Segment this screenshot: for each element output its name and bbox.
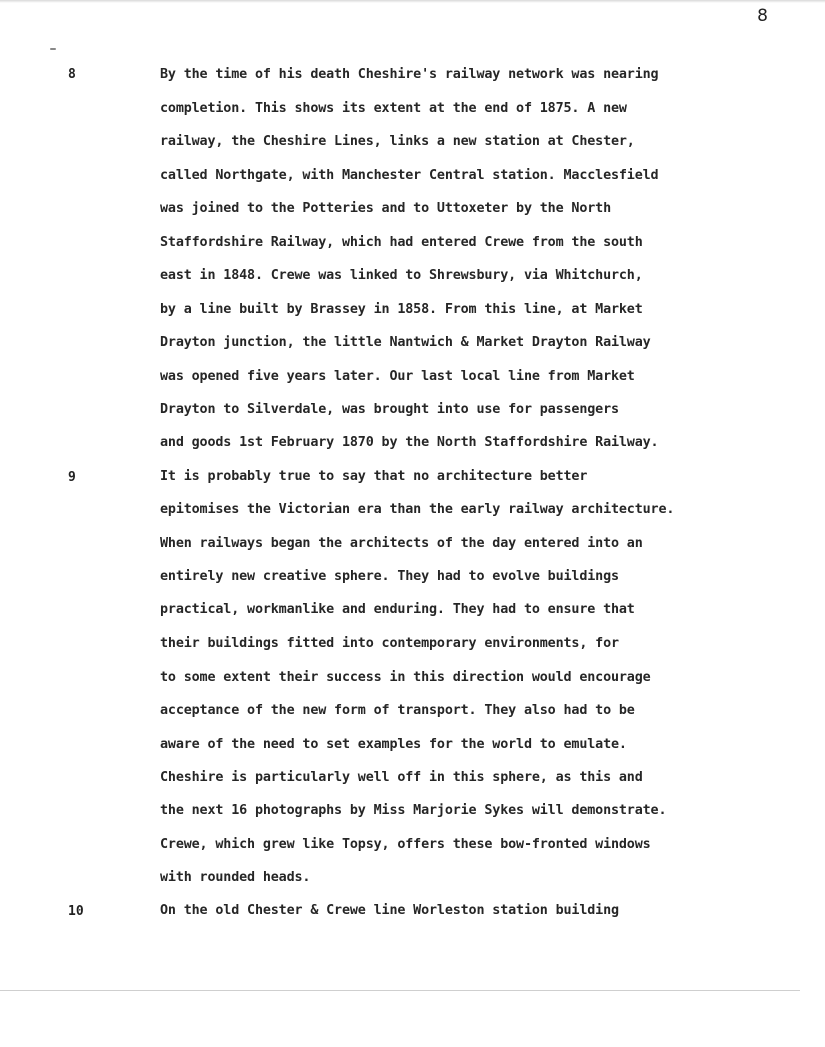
scan-top-edge: [0, 0, 825, 3]
text-line: Crewe, which grew like Topsy, offers these bow-fronted windows: [160, 837, 651, 852]
text-line: Cheshire is particularly well off in this sphere, as this and: [160, 770, 643, 785]
text-line: On the old Chester & Crewe line Worleston station building: [160, 903, 619, 918]
text-line: By the time of his death Cheshire's railway network was nearing: [160, 67, 659, 82]
text-line: was joined to the Potteries and to Uttoxeter by the North: [160, 201, 611, 216]
text-line: practical, workmanlike and enduring. They had to ensure that: [160, 602, 635, 617]
text-line: epitomises the Victorian era than the early railway architecture.: [160, 502, 675, 517]
text-line: east in 1848. Crewe was linked to Shrewsbury, via Whitchurch,: [160, 268, 643, 283]
text-line: acceptance of the new form of transport. They also had to be: [160, 703, 635, 718]
paragraph-number: 9: [68, 470, 76, 485]
paragraph-number: 8: [68, 67, 76, 82]
text-line: the next 16 photographs by Miss Marjorie Sykes will demonstrate.: [160, 803, 667, 818]
paragraph-number: 10: [68, 904, 84, 919]
text-line: their buildings fitted into contemporary environments, for: [160, 636, 619, 651]
text-line: completion. This shows its extent at the end of 1875. A new: [160, 101, 627, 116]
text-line: aware of the need to set examples for the world to emulate.: [160, 737, 627, 752]
text-line: by a line built by Brassey in 1858. From this line, at Market: [160, 302, 643, 317]
text-line: It is probably true to say that no architecture better: [160, 469, 588, 484]
scan-bottom-edge: [0, 990, 800, 991]
text-line: entirely new creative sphere. They had to evolve buildings: [160, 569, 619, 584]
text-line: and goods 1st February 1870 by the North Staffordshire Railway.: [160, 435, 659, 450]
text-line: with rounded heads.: [160, 870, 311, 885]
text-line: to some extent their success in this direction would encourage: [160, 670, 651, 685]
text-line: When railways began the architects of the day entered into an: [160, 536, 643, 551]
text-line: Staffordshire Railway, which had entered Crewe from the south: [160, 235, 643, 250]
scan-speck: [50, 48, 56, 50]
text-line: called Northgate, with Manchester Central station. Macclesfield: [160, 168, 659, 183]
text-line: Drayton to Silverdale, was brought into use for passengers: [160, 402, 619, 417]
text-line: railway, the Cheshire Lines, links a new station at Chester,: [160, 134, 635, 149]
text-line: was opened five years later. Our last local line from Market: [160, 369, 635, 384]
page-number: 8: [757, 6, 768, 26]
text-line: Drayton junction, the little Nantwich & Market Drayton Railway: [160, 335, 651, 350]
